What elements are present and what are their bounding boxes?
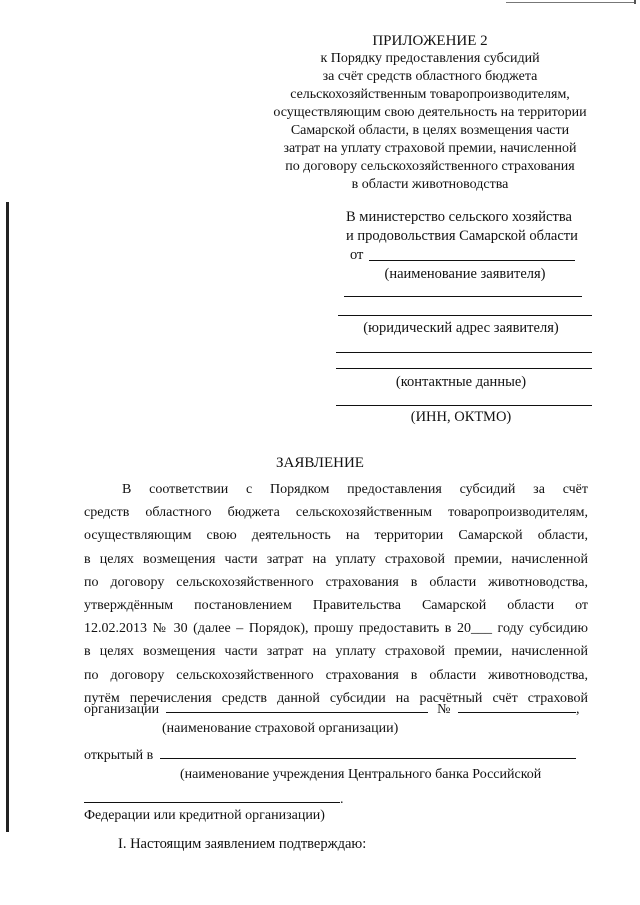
section-i-title: I. Настоящим заявлением подтверждаю:: [118, 836, 367, 852]
from-label: от: [350, 247, 364, 263]
appendix-line: Самарской области, в целях возмещения части: [290, 123, 570, 138]
legal-address-field-2[interactable]: [338, 315, 592, 316]
legal-address-field-1[interactable]: [344, 296, 582, 297]
bank-name-field[interactable]: [160, 746, 576, 759]
appendix-line: к Порядку предоставления субсидий: [320, 51, 540, 66]
bank-caption-2: Федерации или кредитной организации): [84, 808, 325, 823]
bank-name-field-2[interactable]: [84, 790, 340, 803]
inn-field[interactable]: [336, 405, 592, 406]
appendix-line: за счёт средств областного бюджета: [322, 69, 538, 84]
statement-body: [84, 478, 588, 710]
appendix-header: [260, 32, 600, 194]
appendix-title: ПРИЛОЖЕНИЕ 2: [372, 33, 488, 49]
inn-caption: (ИНН, ОКТМО): [410, 409, 512, 425]
appendix-line: по договору сельскохозяйственного страхования: [285, 159, 575, 174]
bank-caption-end: .: [340, 792, 344, 807]
applicant-name-field[interactable]: [369, 260, 575, 261]
statement-heading: ЗАЯВЛЕНИЕ: [276, 455, 364, 471]
statement-line: в целях возмещения части затрат на уплату страховой премии, начисленной: [84, 644, 588, 660]
statement-line: осуществляющим свою деятельность на территории Самарской области,: [84, 528, 588, 544]
scan-corner-line: [506, 2, 634, 3]
appendix-line: осуществляющим свою деятельность на территории: [273, 105, 587, 120]
trailing-comma: ,: [576, 702, 580, 717]
statement-line: по договору сельскохозяйственного страхования в области животноводства,: [84, 574, 588, 590]
contacts-field-2[interactable]: [336, 368, 592, 369]
contacts-caption: (контактные данные): [395, 374, 527, 390]
appendix-line: затрат на уплату страховой премии, начисленной: [283, 141, 577, 156]
bank-continuation-row: [84, 790, 588, 808]
bank-caption-1: (наименование учреждения Центрального банка Российской: [180, 767, 542, 782]
statement-line: в целях возмещения части затрат на уплату страховой премии, начисленной: [84, 551, 588, 567]
appendix-line: в области животноводства: [351, 177, 509, 192]
contacts-field-1[interactable]: [336, 352, 592, 353]
applicant-caption: (наименование заявителя): [384, 266, 546, 282]
opened-row: [84, 746, 588, 764]
legal-address-caption: (юридический адрес заявителя): [363, 320, 559, 336]
statement-line: средств областного бюджета сельскохозяйственным товаропроизводителям,: [84, 505, 588, 521]
addressee-block: [330, 208, 592, 427]
addressee-line: и продовольствия Самарской области: [346, 228, 578, 244]
statement-line: путём перечисления средств данной субсидии на расчётный счёт страховой: [84, 690, 588, 706]
addressee-line: В министерство сельского хозяйства: [346, 209, 572, 225]
insurance-org-field[interactable]: [166, 700, 428, 713]
statement-line: 12.02.2013 № 30 (далее – Порядок), прошу предоставить в 20___ году субсидию: [84, 621, 588, 637]
appendix-line: сельскохозяйственным товаропроизводителям,: [290, 87, 570, 102]
number-sign: №: [437, 702, 451, 717]
organization-label: организации: [84, 702, 160, 717]
statement-line: утверждённым постановлением Правительства Самарской области от: [84, 598, 588, 614]
scan-corner-mark: [634, 0, 636, 4]
opened-label: открытый в: [84, 748, 154, 763]
scan-margin-bar: [6, 202, 9, 832]
organization-row: [84, 700, 588, 718]
statement-line: по договору сельскохозяйственного страхования в области животноводства,: [84, 667, 588, 683]
statement-line: В соответствии с Порядком предоставления субсидий за счёт: [122, 482, 588, 497]
account-number-field[interactable]: [458, 700, 576, 713]
insurance-org-caption: (наименование страховой организации): [162, 721, 399, 736]
